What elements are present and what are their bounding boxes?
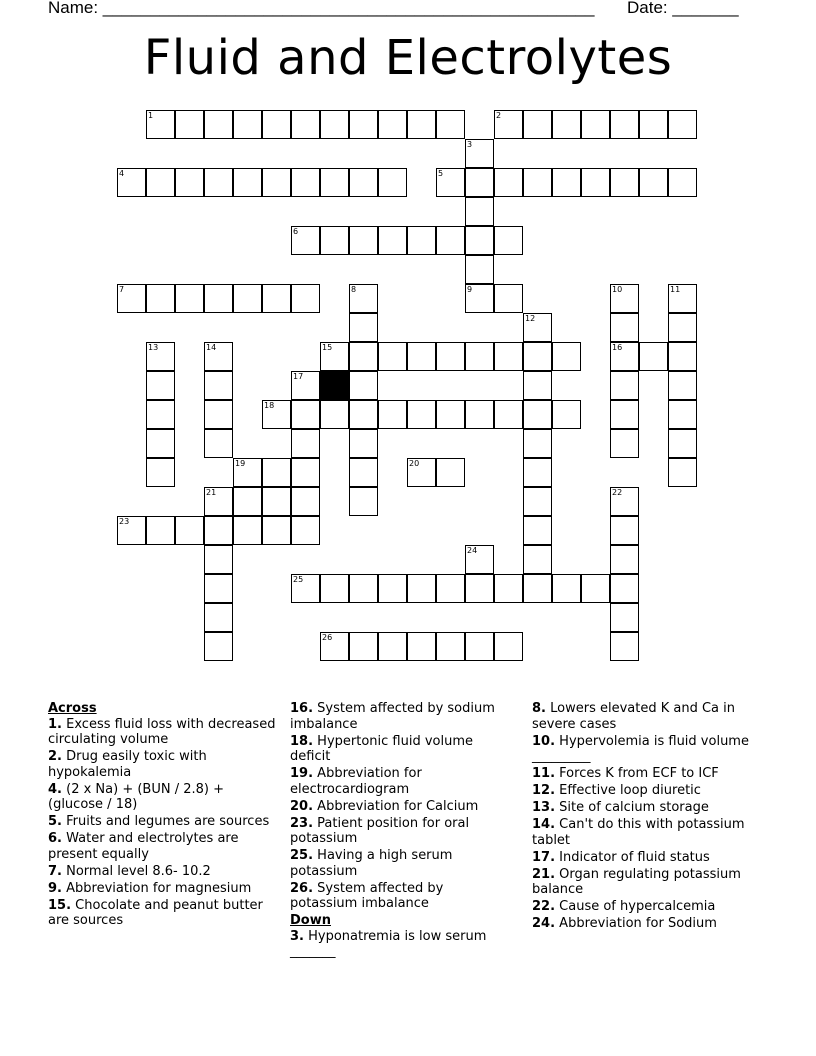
clue-number: 11 bbox=[670, 285, 681, 294]
grid-cell[interactable] bbox=[291, 487, 320, 516]
down-heading: Down bbox=[290, 913, 331, 928]
grid-cell[interactable] bbox=[552, 342, 581, 371]
grid-cell[interactable] bbox=[494, 400, 523, 429]
grid-cell[interactable] bbox=[436, 168, 465, 197]
clue-item-text: System affected by potassium imbalance bbox=[290, 880, 444, 911]
grid-cell[interactable] bbox=[668, 110, 697, 139]
clue-item bbox=[532, 701, 767, 732]
grid-cell[interactable] bbox=[610, 574, 639, 603]
clue-number: 14 bbox=[206, 343, 217, 352]
clue-item bbox=[290, 881, 510, 912]
grid-cell[interactable] bbox=[204, 574, 233, 603]
grid-cell[interactable] bbox=[668, 168, 697, 197]
grid-cell[interactable] bbox=[494, 226, 523, 255]
clue-number: 5 bbox=[438, 169, 444, 178]
grid-cell[interactable] bbox=[204, 516, 233, 545]
grid-cell[interactable] bbox=[494, 574, 523, 603]
grid-cell[interactable] bbox=[320, 400, 349, 429]
clue-item-number: 15. bbox=[48, 897, 72, 913]
grid-cell[interactable] bbox=[668, 371, 697, 400]
clue-item bbox=[48, 881, 278, 897]
grid-cell[interactable] bbox=[465, 197, 494, 226]
clue-number: 12 bbox=[525, 314, 536, 323]
grid-cell[interactable] bbox=[523, 313, 552, 342]
grid-cell[interactable] bbox=[233, 168, 262, 197]
grid-cell[interactable] bbox=[117, 168, 146, 197]
grid-cell[interactable] bbox=[262, 110, 291, 139]
grid-cell[interactable] bbox=[378, 574, 407, 603]
clue-item-text: Chocolate and peanut butter are sources bbox=[48, 897, 263, 928]
clue-number: 21 bbox=[206, 488, 217, 497]
grid-cell[interactable] bbox=[523, 168, 552, 197]
grid-cell[interactable] bbox=[436, 110, 465, 139]
clue-item-number: 16. bbox=[290, 701, 314, 716]
grid-cell[interactable] bbox=[523, 110, 552, 139]
clue-item-text: Hypertonic fluid volume deficit bbox=[290, 733, 474, 764]
grid-cell[interactable] bbox=[639, 342, 668, 371]
grid-cell[interactable] bbox=[146, 429, 175, 458]
clue-number: 18 bbox=[264, 401, 275, 410]
grid-cell[interactable] bbox=[349, 458, 378, 487]
clue-item bbox=[532, 817, 767, 848]
grid-cell[interactable] bbox=[320, 342, 349, 371]
clue-item-number: 21. bbox=[532, 866, 556, 882]
grid-cell[interactable] bbox=[378, 110, 407, 139]
grid-cell[interactable] bbox=[407, 110, 436, 139]
clue-item-number: 11. bbox=[532, 766, 556, 781]
grid-cell[interactable] bbox=[465, 255, 494, 284]
clue-item-number: 23. bbox=[290, 815, 314, 831]
clue-item-text: Abbreviation for Sodium bbox=[559, 916, 717, 931]
grid-cell[interactable] bbox=[668, 284, 697, 313]
clue-item-number: 7. bbox=[48, 863, 62, 879]
clue-item-number: 9. bbox=[48, 880, 62, 896]
grid-cell[interactable] bbox=[639, 110, 668, 139]
grid-cell[interactable] bbox=[407, 574, 436, 603]
grid-cell[interactable] bbox=[262, 168, 291, 197]
grid-cell[interactable] bbox=[581, 574, 610, 603]
grid-cell[interactable] bbox=[523, 342, 552, 371]
grid-cell[interactable] bbox=[146, 371, 175, 400]
grid-cell[interactable] bbox=[291, 284, 320, 313]
grid-cell[interactable] bbox=[117, 284, 146, 313]
grid-cell[interactable] bbox=[233, 110, 262, 139]
grid-cell[interactable] bbox=[204, 110, 233, 139]
grid-cell[interactable] bbox=[639, 168, 668, 197]
grid-cell[interactable] bbox=[552, 110, 581, 139]
clue-number: 23 bbox=[119, 517, 130, 526]
clue-number: 17 bbox=[293, 372, 304, 381]
grid-cell[interactable] bbox=[349, 226, 378, 255]
grid-cell[interactable] bbox=[465, 545, 494, 574]
clue-item-number: 19. bbox=[290, 766, 314, 781]
grid-cell[interactable] bbox=[436, 632, 465, 661]
grid-cell[interactable] bbox=[523, 429, 552, 458]
clue-item-text: Abbreviation for electrocardiogram bbox=[290, 766, 422, 797]
clue-item-number: 3. bbox=[290, 928, 304, 944]
grid-cell[interactable] bbox=[668, 313, 697, 342]
clue-item bbox=[290, 766, 510, 797]
clue-item-number: 5. bbox=[48, 814, 62, 829]
clue-item-text: System affected by sodium imbalance bbox=[290, 701, 495, 732]
grid-cell[interactable] bbox=[146, 400, 175, 429]
grid-cell[interactable] bbox=[349, 342, 378, 371]
clue-item-text: Patient position for oral potassium bbox=[290, 815, 470, 846]
clue-item bbox=[290, 929, 510, 960]
grid-cell[interactable] bbox=[291, 574, 320, 603]
grid-cell[interactable] bbox=[668, 342, 697, 371]
grid-cell[interactable] bbox=[349, 632, 378, 661]
clue-number: 6 bbox=[293, 227, 299, 236]
grid-cell[interactable] bbox=[465, 226, 494, 255]
clue-item bbox=[48, 864, 278, 880]
grid-cell[interactable] bbox=[378, 342, 407, 371]
clue-item bbox=[290, 816, 510, 847]
grid-cell[interactable] bbox=[262, 284, 291, 313]
grid-cell[interactable] bbox=[204, 632, 233, 661]
grid-cell[interactable] bbox=[436, 342, 465, 371]
grid-cell[interactable] bbox=[378, 168, 407, 197]
clue-item-text: Forces K from ECF to ICF bbox=[559, 766, 719, 781]
clue-item-number: 13. bbox=[532, 800, 556, 815]
grid-cell[interactable] bbox=[320, 632, 349, 661]
clue-item-text: Cause of hypercalcemia bbox=[559, 899, 716, 914]
clue-item-number: 22. bbox=[532, 899, 556, 914]
clue-number: 16 bbox=[612, 343, 623, 352]
grid-cell[interactable] bbox=[146, 110, 175, 139]
clue-item bbox=[532, 800, 767, 816]
clue-number: 8 bbox=[351, 285, 357, 294]
grid-cell[interactable] bbox=[175, 516, 204, 545]
grid-cell[interactable] bbox=[494, 632, 523, 661]
clue-item-text: Fruits and legumes are sources bbox=[66, 814, 270, 829]
grid-cell[interactable] bbox=[523, 574, 552, 603]
clue-number: 4 bbox=[119, 169, 125, 178]
grid-cell[interactable] bbox=[552, 400, 581, 429]
clue-item-number: 10. bbox=[532, 733, 556, 749]
clue-item-number: 2. bbox=[48, 749, 62, 764]
grid-cell[interactable] bbox=[146, 458, 175, 487]
grid-cell[interactable] bbox=[465, 574, 494, 603]
grid-cell[interactable] bbox=[465, 284, 494, 313]
grid-cell[interactable] bbox=[204, 545, 233, 574]
grid-cell[interactable] bbox=[465, 400, 494, 429]
grid-cell[interactable] bbox=[349, 168, 378, 197]
clue-item-number: 14. bbox=[532, 817, 556, 832]
grid-cell[interactable] bbox=[523, 371, 552, 400]
grid-cell[interactable] bbox=[204, 400, 233, 429]
grid-cell[interactable] bbox=[204, 603, 233, 632]
grid-cell[interactable] bbox=[320, 110, 349, 139]
clue-item-text: Abbreviation for Calcium bbox=[317, 798, 479, 814]
grid-cell[interactable] bbox=[378, 226, 407, 255]
grid-cell[interactable] bbox=[204, 168, 233, 197]
clue-item bbox=[532, 734, 767, 765]
clue-item-text: Water and electrolytes are present equally bbox=[48, 831, 239, 862]
grid-cell[interactable] bbox=[523, 545, 552, 574]
grid-cell[interactable] bbox=[262, 516, 291, 545]
clue-item-text: Organ regulating potassium balance bbox=[532, 866, 741, 897]
clue-number: 26 bbox=[322, 633, 333, 642]
grid-cell[interactable] bbox=[349, 400, 378, 429]
grid-cell[interactable] bbox=[378, 632, 407, 661]
grid-cell[interactable] bbox=[233, 458, 262, 487]
grid-cell[interactable] bbox=[668, 400, 697, 429]
grid-cell[interactable] bbox=[349, 110, 378, 139]
clue-number: 9 bbox=[467, 285, 473, 294]
grid-cell[interactable] bbox=[610, 632, 639, 661]
clue-item-number: 4. bbox=[48, 781, 62, 797]
clue-item bbox=[48, 831, 278, 862]
grid-cell[interactable] bbox=[610, 429, 639, 458]
clue-item-text: Drug easily toxic with hypokalemia bbox=[48, 749, 207, 780]
grid-cell[interactable] bbox=[291, 458, 320, 487]
clue-number: 19 bbox=[235, 459, 246, 468]
grid-cell[interactable] bbox=[204, 284, 233, 313]
grid-cell[interactable] bbox=[291, 371, 320, 400]
clue-item bbox=[48, 782, 278, 813]
grid-cell[interactable] bbox=[436, 400, 465, 429]
grid-cell[interactable] bbox=[494, 110, 523, 139]
grid-cell[interactable] bbox=[378, 400, 407, 429]
clue-item-number: 1. bbox=[48, 716, 62, 732]
grid-cell[interactable] bbox=[291, 110, 320, 139]
grid-cell[interactable] bbox=[610, 603, 639, 632]
clues-column-3 bbox=[532, 701, 767, 933]
grid-cell[interactable] bbox=[233, 516, 262, 545]
grid-cell[interactable] bbox=[610, 313, 639, 342]
clue-number: 1 bbox=[148, 111, 154, 120]
grid-cell[interactable] bbox=[494, 284, 523, 313]
clues-column-2 bbox=[290, 701, 510, 961]
grid-cell[interactable] bbox=[610, 400, 639, 429]
grid-cell[interactable] bbox=[320, 168, 349, 197]
grid-cell[interactable] bbox=[610, 545, 639, 574]
grid-cell[interactable] bbox=[175, 110, 204, 139]
clue-item bbox=[290, 734, 510, 765]
clue-item bbox=[290, 799, 510, 815]
clue-number: 22 bbox=[612, 488, 623, 497]
clue-item-number: 18. bbox=[290, 733, 314, 749]
clue-item bbox=[532, 783, 767, 799]
grid-cell[interactable] bbox=[494, 342, 523, 371]
grid-cell[interactable] bbox=[610, 110, 639, 139]
clue-number: 10 bbox=[612, 285, 623, 294]
grid-cell[interactable] bbox=[349, 284, 378, 313]
grid-cell[interactable] bbox=[465, 342, 494, 371]
clue-number: 3 bbox=[467, 140, 473, 149]
clue-item-text: Lowers elevated K and Ca in severe cases bbox=[532, 701, 735, 732]
clue-item-number: 25. bbox=[290, 848, 314, 863]
grid-cell[interactable] bbox=[465, 139, 494, 168]
grid-cell[interactable] bbox=[523, 487, 552, 516]
grid-cell[interactable] bbox=[175, 168, 204, 197]
clue-item bbox=[48, 749, 278, 780]
grid-cell[interactable] bbox=[610, 487, 639, 516]
clue-item bbox=[290, 701, 510, 732]
grid-cell[interactable] bbox=[146, 284, 175, 313]
clue-item-text: Effective loop diuretic bbox=[559, 783, 701, 798]
across-heading: Across bbox=[48, 701, 97, 716]
clue-item-number: 26. bbox=[290, 880, 314, 896]
grid-cell[interactable] bbox=[320, 226, 349, 255]
clue-item bbox=[532, 899, 767, 915]
clue-item bbox=[48, 717, 278, 748]
clue-item-text: Can't do this with potassium tablet bbox=[532, 817, 745, 848]
grid-cell[interactable] bbox=[262, 487, 291, 516]
grid-cell[interactable] bbox=[291, 168, 320, 197]
grid-cell[interactable] bbox=[175, 284, 204, 313]
grid-cell[interactable] bbox=[407, 226, 436, 255]
clue-item-text: Site of calcium storage bbox=[559, 800, 709, 815]
grid-cell[interactable] bbox=[581, 110, 610, 139]
grid-cell[interactable] bbox=[204, 487, 233, 516]
grid-cell[interactable] bbox=[610, 168, 639, 197]
grid-cell[interactable] bbox=[552, 168, 581, 197]
clue-item-text: (2 x Na) + (BUN / 2.8) + (glucose / 18) bbox=[48, 781, 224, 812]
grid-cell[interactable] bbox=[407, 458, 436, 487]
grid-cell[interactable] bbox=[494, 168, 523, 197]
grid-cell[interactable] bbox=[262, 458, 291, 487]
grid-cell[interactable] bbox=[349, 429, 378, 458]
clue-item bbox=[290, 848, 510, 879]
grid-cell[interactable] bbox=[668, 429, 697, 458]
grid-cell[interactable] bbox=[610, 342, 639, 371]
grid-cell[interactable] bbox=[262, 400, 291, 429]
clue-item-text: Having a high serum potassium bbox=[290, 848, 453, 879]
grid-cell[interactable] bbox=[233, 284, 262, 313]
grid-cell[interactable] bbox=[320, 574, 349, 603]
clue-item bbox=[532, 867, 767, 898]
grid-cell[interactable] bbox=[349, 371, 378, 400]
date-field[interactable]: Date: _______ bbox=[627, 0, 739, 17]
grid-cell[interactable] bbox=[610, 516, 639, 545]
grid-cell[interactable] bbox=[349, 574, 378, 603]
grid-cell[interactable] bbox=[668, 458, 697, 487]
grid-cell[interactable] bbox=[349, 313, 378, 342]
grid-cell[interactable] bbox=[146, 168, 175, 197]
grid-cell[interactable] bbox=[436, 226, 465, 255]
clue-number: 20 bbox=[409, 459, 420, 468]
clues-column-1 bbox=[48, 701, 278, 930]
grid-cell[interactable] bbox=[146, 342, 175, 371]
puzzle-title: Fluid and Electrolytes bbox=[143, 30, 673, 86]
clue-item bbox=[532, 850, 767, 866]
grid-cell[interactable] bbox=[465, 168, 494, 197]
grid-cell[interactable] bbox=[523, 516, 552, 545]
grid-cell[interactable] bbox=[291, 226, 320, 255]
clue-number: 7 bbox=[119, 285, 125, 294]
clue-number: 24 bbox=[467, 546, 478, 555]
clue-item-text: Hypervolemia is fluid volume _________ bbox=[532, 733, 749, 764]
grid-cell[interactable] bbox=[204, 371, 233, 400]
grid-cell[interactable] bbox=[146, 516, 175, 545]
grid-cell[interactable] bbox=[610, 284, 639, 313]
clue-number: 13 bbox=[148, 343, 159, 352]
grid-cell[interactable] bbox=[436, 574, 465, 603]
clue-number: 25 bbox=[293, 575, 304, 584]
grid-cell[interactable] bbox=[204, 342, 233, 371]
name-field[interactable]: Name: ____________________________________________________ bbox=[48, 0, 595, 17]
grid-cell[interactable] bbox=[523, 458, 552, 487]
clue-item bbox=[48, 814, 278, 830]
clue-item-number: 17. bbox=[532, 849, 556, 865]
grid-cell[interactable] bbox=[436, 458, 465, 487]
clue-item bbox=[532, 766, 767, 782]
clue-item-number: 8. bbox=[532, 701, 546, 716]
grid-cell[interactable] bbox=[610, 371, 639, 400]
grid-cell[interactable] bbox=[465, 632, 494, 661]
grid-cell[interactable] bbox=[291, 429, 320, 458]
grid-cell[interactable] bbox=[552, 574, 581, 603]
grid-cell[interactable] bbox=[407, 400, 436, 429]
clue-number: 2 bbox=[496, 111, 502, 120]
clue-number: 15 bbox=[322, 343, 333, 352]
grid-cell[interactable] bbox=[204, 429, 233, 458]
grid-cell[interactable] bbox=[233, 487, 262, 516]
clue-item bbox=[532, 916, 767, 932]
grid-cell[interactable] bbox=[291, 516, 320, 545]
grid-cell[interactable] bbox=[523, 400, 552, 429]
clue-item-number: 6. bbox=[48, 831, 62, 846]
clue-item-text: Excess fluid loss with decreased circulating volume bbox=[48, 716, 276, 747]
clue-item-text: Indicator of fluid status bbox=[559, 849, 710, 865]
grid-cell[interactable] bbox=[581, 168, 610, 197]
clue-item-number: 20. bbox=[290, 798, 314, 814]
grid-cell[interactable] bbox=[407, 342, 436, 371]
grid-cell[interactable] bbox=[291, 400, 320, 429]
black-square bbox=[320, 371, 349, 400]
clue-item-text: Normal level 8.6- 10.2 bbox=[66, 863, 211, 879]
grid-cell[interactable] bbox=[349, 487, 378, 516]
grid-cell[interactable] bbox=[117, 516, 146, 545]
clue-item-text: Abbreviation for magnesium bbox=[66, 880, 252, 896]
grid-cell[interactable] bbox=[407, 632, 436, 661]
clue-item-number: 24. bbox=[532, 916, 556, 931]
clue-item-text: Hyponatremia is low serum _______ bbox=[290, 928, 487, 959]
clue-item-number: 12. bbox=[532, 783, 556, 798]
clue-item bbox=[48, 898, 278, 929]
